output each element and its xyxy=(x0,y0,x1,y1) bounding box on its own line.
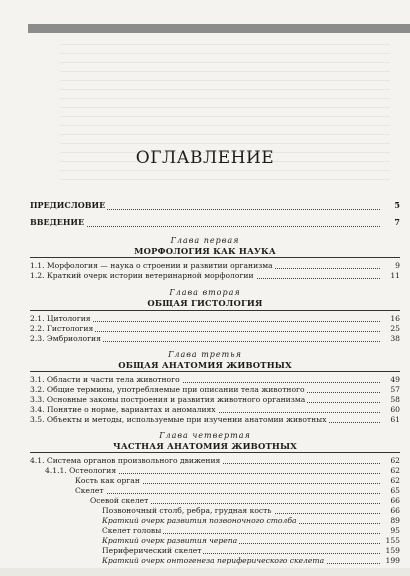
toc-entry-axial-skeleton: Осевой скелет 66 xyxy=(90,496,400,505)
chapter-2-label: Глава вторая xyxy=(169,288,241,297)
chapter-1-title: МОРФОЛОГИЯ КАК НАУКА xyxy=(134,246,276,256)
chapter-2-title: ОБЩАЯ ГИСТОЛОГИЯ xyxy=(147,298,263,308)
toc-entry-2-2: 2.2. Гистология 25 xyxy=(30,324,400,333)
toc-entry-1-1: 1.1. Морфология — наука о строении и развитии организма 9 xyxy=(30,261,400,270)
toc-entry-3-1: 3.1. Области и части тела животного 49 xyxy=(30,375,400,384)
chapter-4-label: Глава четвертая xyxy=(159,431,251,440)
toc-preface xyxy=(30,200,400,212)
chapter-2-rule xyxy=(30,310,400,311)
toc-entry-3-2: 3.2. Общие термины, употребляемые при описании тела животного 57 xyxy=(30,385,400,394)
toc-entry-3-3: 3.3. Основные законы построения и развития животного организма 58 xyxy=(30,395,400,404)
chapter-3-rule xyxy=(30,371,400,372)
toc-entry-spine: Позвоночный столб, ребра, грудная кость 66 xyxy=(102,506,400,515)
toc-entry-2-1: 2.1. Цитология 16 xyxy=(30,314,400,323)
toc-entry-4-1-1: 4.1.1. Остеология 62 xyxy=(45,466,400,475)
chapter-1-rule xyxy=(30,257,400,258)
page-top-bar xyxy=(28,24,410,33)
toc-entry-skull: Скелет головы 95 xyxy=(102,526,400,535)
chapter-3-label: Глава третья xyxy=(168,350,242,359)
toc-preface-page: 5 xyxy=(394,200,400,210)
toc-entry-4-1: 4.1. Система органов произвольного движения 62 xyxy=(30,456,400,465)
toc-intro xyxy=(30,217,400,229)
toc-entry-peripheral-skeleton: Периферический скелет 159 xyxy=(102,546,400,555)
toc-entry-2-3: 2.3. Эмбриология 38 xyxy=(30,334,400,343)
toc-entry-3-5: 3.5. Объекты и методы, используемые при изучении анатомии животных 61 xyxy=(30,415,400,424)
toc-entry-1-2: 1.2. Краткий очерк истории ветеринарной морфологии 11 xyxy=(30,271,400,280)
toc-entry-skull-development: Краткий очерк развития черепа 155 xyxy=(102,536,400,545)
page-bottom-edge xyxy=(0,568,410,576)
toc-entry-bone-as-organ: Кость как орган 62 xyxy=(75,476,400,485)
chapter-4-rule xyxy=(30,452,400,453)
toc-preface-label: ПРЕДИСЛОВИЕ xyxy=(30,200,106,210)
page-title: ОГЛАВЛЕНИЕ xyxy=(135,148,275,168)
toc-entry-spine-development: Краткий очерк развития позвоночного столба 89 xyxy=(102,516,400,525)
toc-entry-skeleton: Скелет 65 xyxy=(75,486,400,495)
toc-intro-label: ВВЕДЕНИЕ xyxy=(30,217,85,227)
chapter-3-title: ОБЩАЯ АНАТОМИЯ ЖИВОТНЫХ xyxy=(118,360,292,370)
toc-entry-3-4: 3.4. Понятие о норме, вариантах и аномалиях 60 xyxy=(30,405,400,414)
toc-intro-page: 7 xyxy=(394,217,400,227)
chapter-4-title: ЧАСТНАЯ АНАТОМИЯ ЖИВОТНЫХ xyxy=(113,441,297,451)
toc-entry-peripheral-ontogenesis: Краткий очерк онтогенеза периферического скелета 199 xyxy=(102,556,400,565)
chapter-1-label: Глава первая xyxy=(170,236,240,245)
